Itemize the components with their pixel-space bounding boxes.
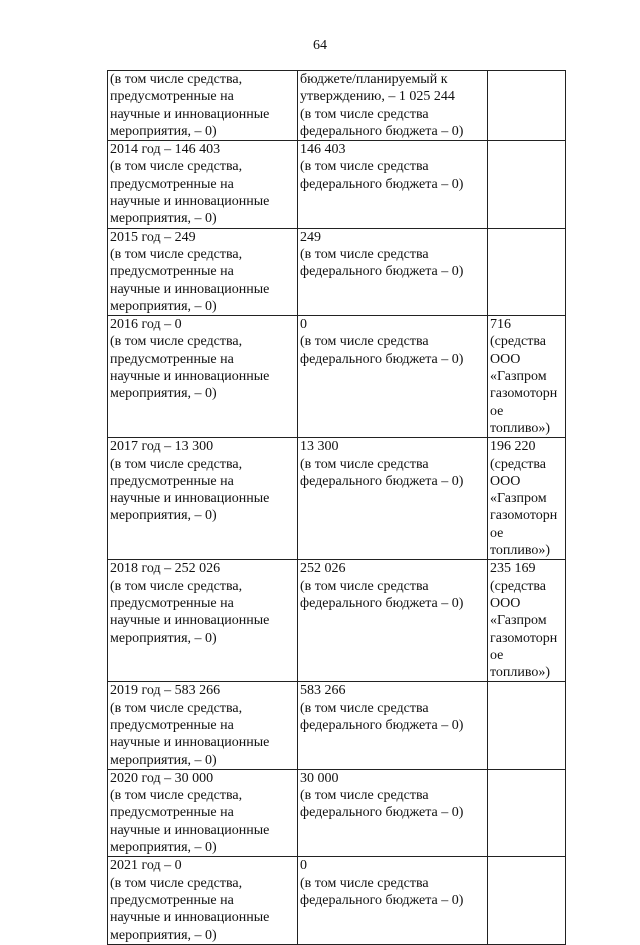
table-cell-federal-budget: 583 266 (в том числе средства федерального бюджета – 0) <box>298 682 488 769</box>
table-cell-extra-budgetary <box>488 769 566 856</box>
table-row <box>108 682 566 769</box>
table-row <box>108 560 566 682</box>
table-row <box>108 857 566 944</box>
table-cell-funding-by-year: 2014 год – 146 403 (в том числе средства, предусмотренные на научные и инновационные мероприятия, – 0) <box>108 141 298 228</box>
table-cell-funding-by-year: (в том числе средства, предусмотренные на научные и инновационные мероприятия, – 0) <box>108 71 298 141</box>
table-row <box>108 316 566 438</box>
table-cell-federal-budget: бюджете/планируемый к утверждению, – 1 025 244 (в том числе средства федерального бюджета – 0) <box>298 71 488 141</box>
funding-table <box>107 70 566 945</box>
table-cell-funding-by-year: 2020 год – 30 000 (в том числе средства, предусмотренные на научные и инновационные мероприятия, – 0) <box>108 769 298 856</box>
table-cell-federal-budget: 30 000 (в том числе средства федерального бюджета – 0) <box>298 769 488 856</box>
table-cell-funding-by-year: 2018 год – 252 026 (в том числе средства, предусмотренные на научные и инновационные мероприятия, – 0) <box>108 560 298 682</box>
table-row <box>108 141 566 228</box>
table-cell-funding-by-year: 2017 год – 13 300 (в том числе средства, предусмотренные на научные и инновационные мероприятия, – 0) <box>108 438 298 560</box>
table-cell-federal-budget: 146 403 (в том числе средства федерального бюджета – 0) <box>298 141 488 228</box>
page-number: 64 <box>313 38 327 53</box>
table-cell-federal-budget: 0 (в том числе средства федерального бюджета – 0) <box>298 316 488 438</box>
table-cell-federal-budget: 13 300 (в том числе средства федерального бюджета – 0) <box>298 438 488 560</box>
table-cell-funding-by-year: 2021 год – 0 (в том числе средства, предусмотренные на научные и инновационные мероприятия, – 0) <box>108 857 298 944</box>
table-cell-extra-budgetary: 196 220 (средства ООО «Газпром газомоторное топливо») <box>488 438 566 560</box>
table-cell-extra-budgetary <box>488 228 566 315</box>
table-cell-federal-budget: 252 026 (в том числе средства федерального бюджета – 0) <box>298 560 488 682</box>
table-cell-extra-budgetary <box>488 141 566 228</box>
table-cell-extra-budgetary: 235 169 (средства ООО «Газпром газомоторное топливо») <box>488 560 566 682</box>
table-cell-federal-budget: 249 (в том числе средства федерального бюджета – 0) <box>298 228 488 315</box>
table-row <box>108 769 566 856</box>
table-cell-funding-by-year: 2016 год – 0 (в том числе средства, предусмотренные на научные и инновационные мероприятия, – 0) <box>108 316 298 438</box>
table-cell-extra-budgetary <box>488 682 566 769</box>
table-row <box>108 228 566 315</box>
table-cell-funding-by-year: 2015 год – 249 (в том числе средства, предусмотренные на научные и инновационные мероприятия, – 0) <box>108 228 298 315</box>
table-cell-extra-budgetary: 716 (средства ООО «Газпром газомоторное топливо») <box>488 316 566 438</box>
table-cell-extra-budgetary <box>488 857 566 944</box>
table-row <box>108 438 566 560</box>
table-cell-federal-budget: 0 (в том числе средства федерального бюджета – 0) <box>298 857 488 944</box>
table-cell-funding-by-year: 2019 год – 583 266 (в том числе средства, предусмотренные на научные и инновационные мероприятия, – 0) <box>108 682 298 769</box>
table-cell-extra-budgetary <box>488 71 566 141</box>
table-row <box>108 71 566 141</box>
